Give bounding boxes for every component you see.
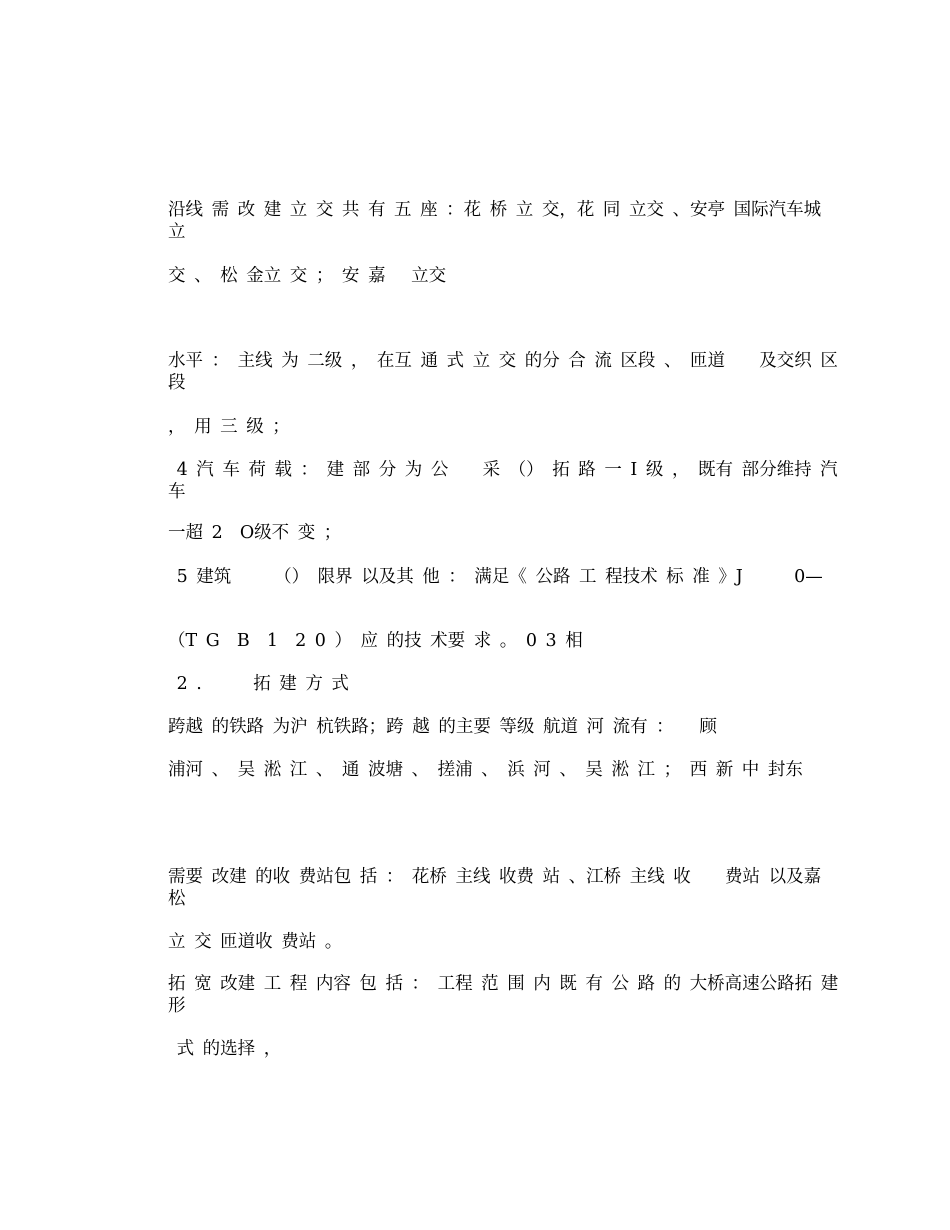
paragraph-interchanges-cont: 交 、 松 金立 交 ； 安 嘉 立交 xyxy=(168,266,447,286)
paragraph-toll-stations: 需要 改建 的收 费站包 括 ： 花桥 主线 收费 站 、江桥 主线 收 费站 以及嘉 松 xyxy=(168,867,830,909)
paragraph-clearance-cont: （T G B 1 2 0 ） 应 的技 术要 求 。 0 3 相 xyxy=(168,631,583,651)
paragraph-horizontal: 水平 ： 主线 为 二级 ， 在互 通 式 立 交 的分 合 流 区段 、 匝道 及交织 区段 xyxy=(168,351,838,393)
paragraph-crossings: 跨越 的铁路 为沪 杭铁路；跨 越 的主要 等级 航道 河 流有 ： 顾 xyxy=(168,717,717,737)
paragraph-interchanges: 沿线 需 改 建 立 交 共 有 五 座 ：花 桥 立 交，花 同 立交 、安亭 国际汽车城 立 xyxy=(168,200,830,242)
paragraph-horizontal-cont: ， 用 三 级 ； xyxy=(168,417,290,437)
paragraph-toll-stations-cont: 立 交 匝道收 费站 。 xyxy=(168,932,343,952)
paragraph-works-content-cont: 式 的选择 ， xyxy=(168,1039,282,1059)
paragraph-crossings-cont: 浦河 、 吴 淞 江 、 通 波塘 、 搓浦 、 浜 河 、 吴 淞 江 ； 西 新 中 封东 xyxy=(168,760,803,780)
paragraph-clearance: 5 建筑 （） 限界 以及其 他 ： 满足《 公路 工 程技术 标 准 》J 0— xyxy=(168,567,823,587)
paragraph-vehicle-load-cont: 一超 2 O级不 变 ； xyxy=(168,523,342,543)
section-heading-widening: 2 . 拓 建 方 式 xyxy=(168,674,349,694)
paragraph-works-content: 拓 宽 改建 工 程 内容 包 括 ： 工程 范 围 内 既 有 公 路 的 大桥高速公路拓 建形 xyxy=(168,974,839,1016)
paragraph-vehicle-load: 4 汽 车 荷 载 ： 建 部 分 为 公 采 （） 拓 路 一 I 级 ， 既有 部分维持 汽车 xyxy=(168,460,838,502)
